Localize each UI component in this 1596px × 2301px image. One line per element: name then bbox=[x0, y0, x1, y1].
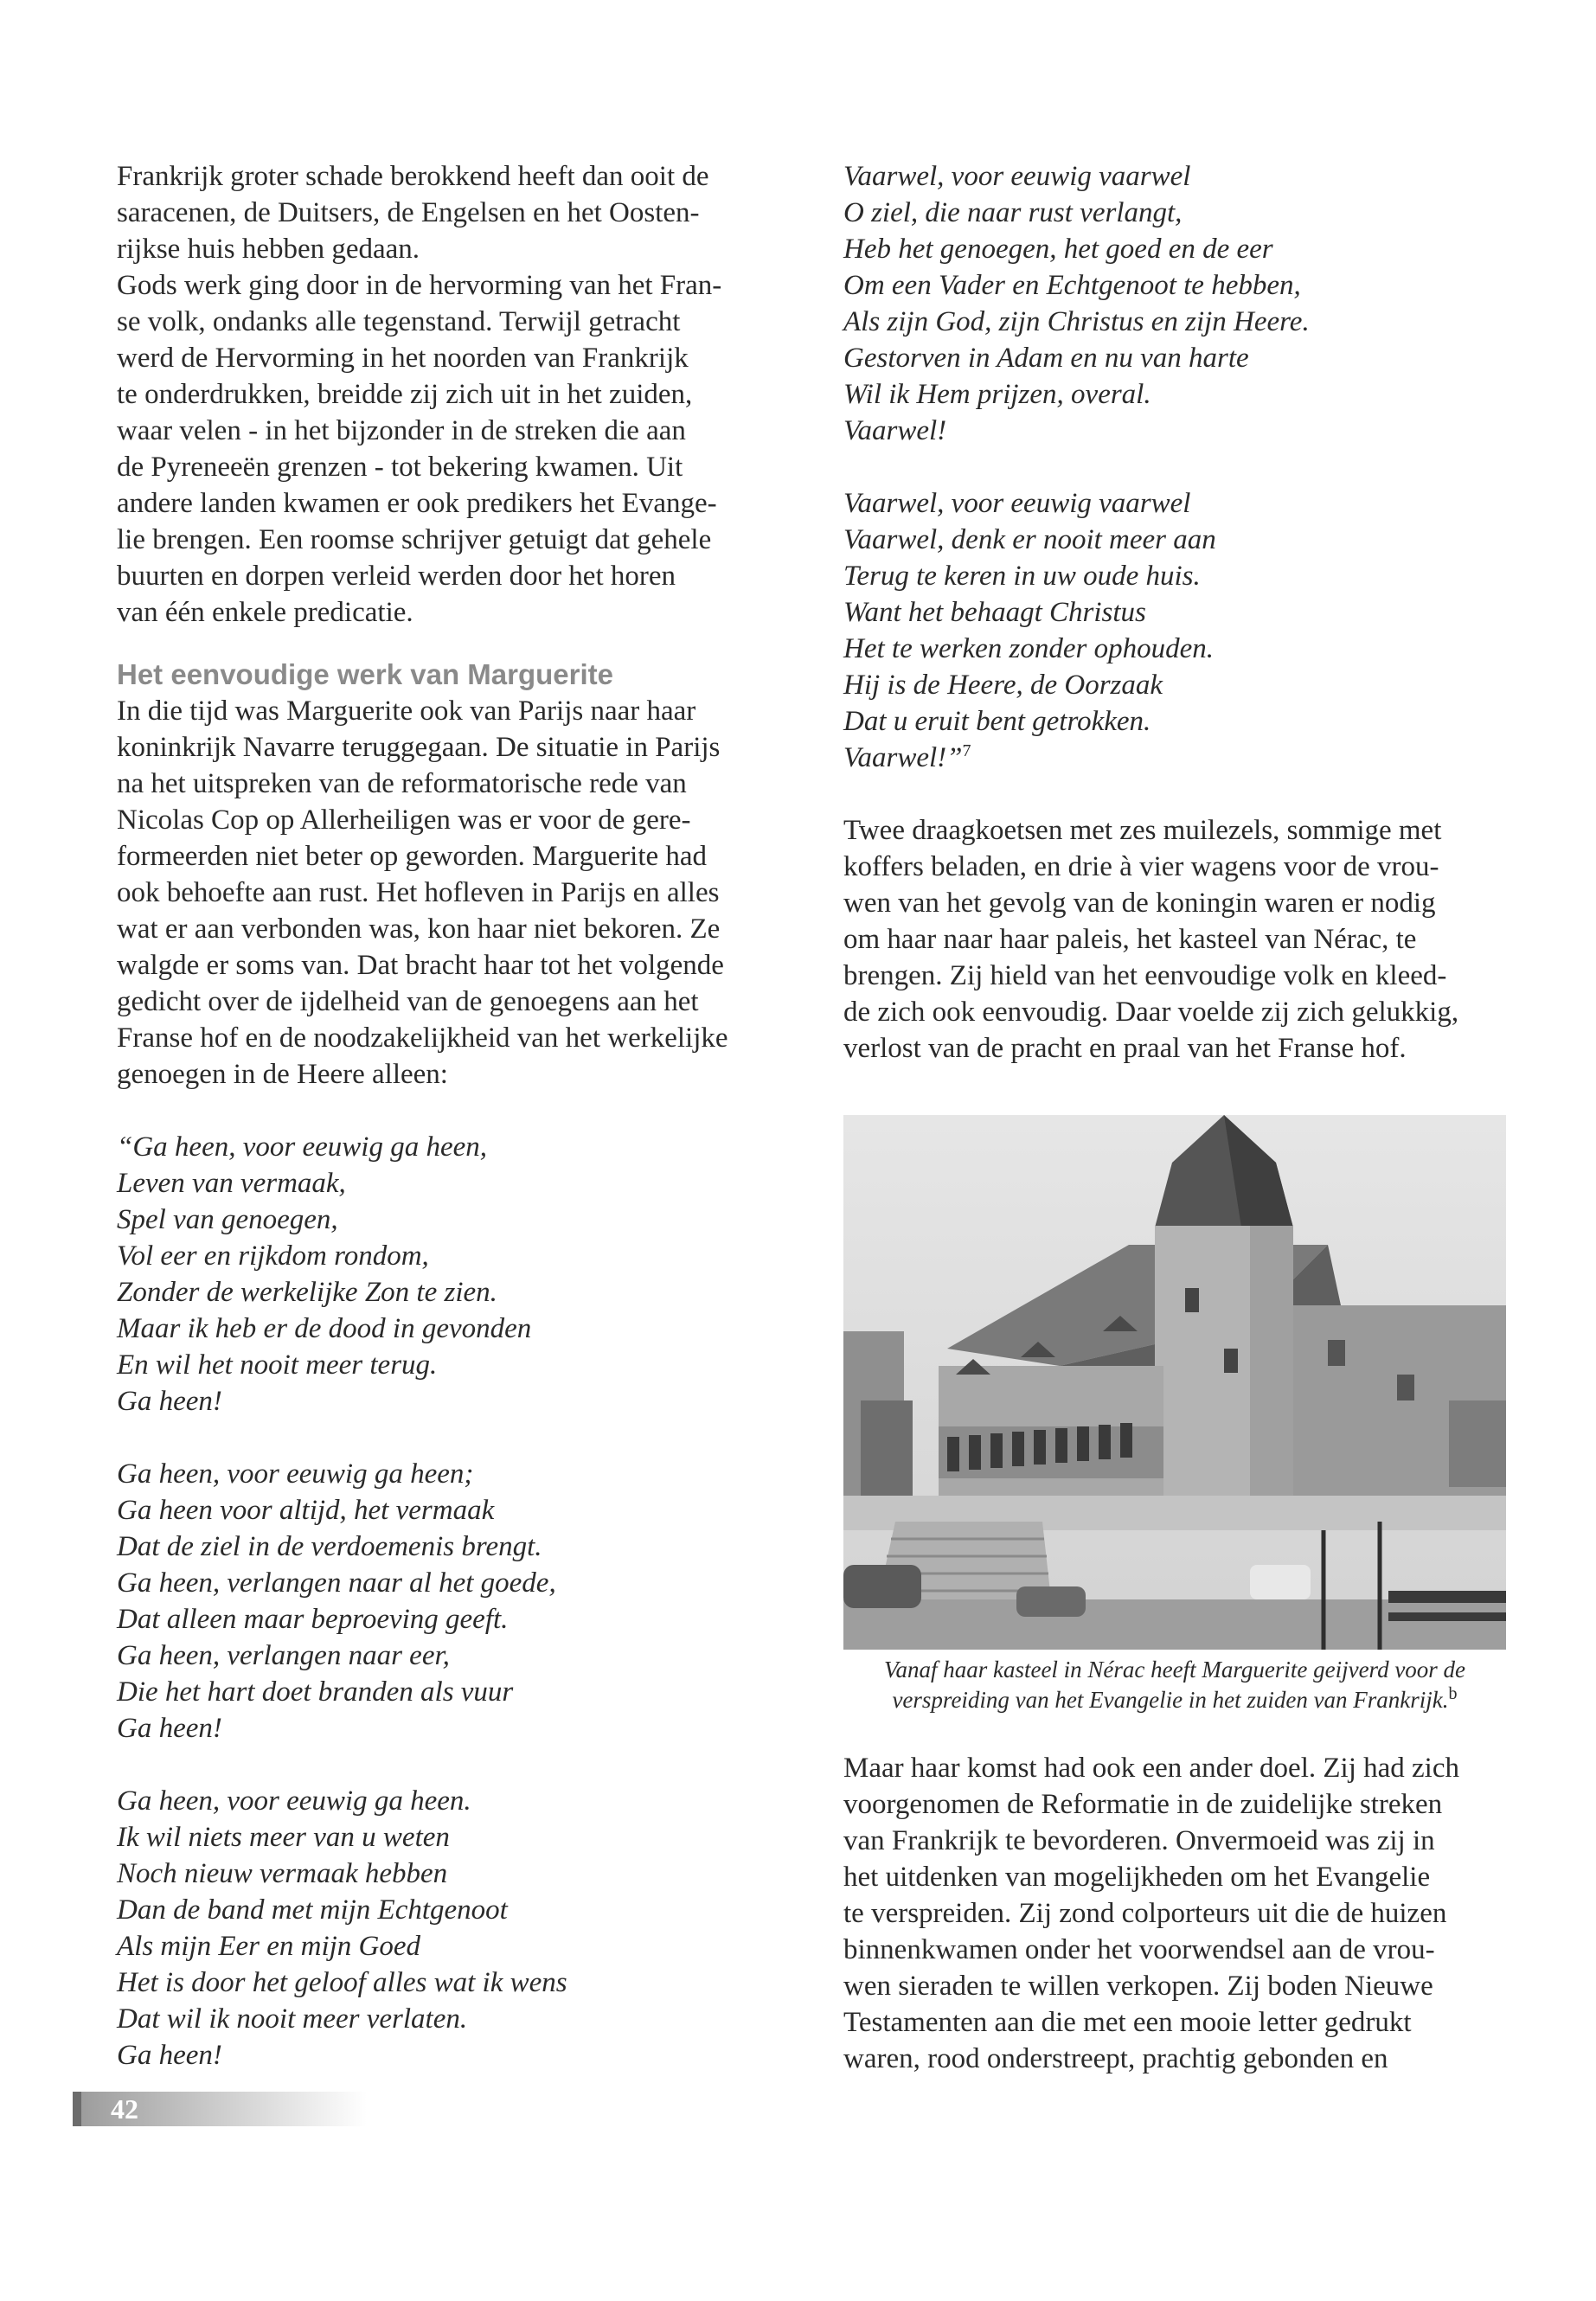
text-line: saracenen, de Duitsers, de Engelsen en het Oosten- bbox=[117, 197, 700, 228]
poem-line: Ik wil niets meer van u weten bbox=[117, 1822, 450, 1853]
paragraph-komst bbox=[843, 1750, 1506, 2077]
poem-line: Die het hart doet branden als vuur bbox=[117, 1676, 514, 1708]
poem-line: Als mijn Eer en mijn Goed bbox=[117, 1931, 421, 1962]
intro-paragraph bbox=[117, 158, 789, 267]
poem-line: Het te werken zonder ophouden. bbox=[843, 633, 1214, 664]
text-line: rijkse huis hebben gedaan. bbox=[117, 234, 420, 265]
text-line: lie brengen. Een roomse schrijver getuigt dat gehele bbox=[117, 524, 712, 555]
poem-line: Vaarwel, denk er nooit meer aan bbox=[843, 524, 1216, 555]
poem-line: Vaarwel, voor eeuwig vaarwel bbox=[843, 488, 1191, 519]
text-line: wen van het gevolg van de koningin waren er nodig bbox=[843, 888, 1436, 919]
poem-line: Noch nieuw vermaak hebben bbox=[117, 1858, 448, 1889]
section-heading: Het eenvoudige werk van Marguerite bbox=[117, 658, 614, 690]
text-line: Maar haar komst had ook een ander doel. Zij had zich bbox=[843, 1753, 1459, 1784]
poem-stanza-2 bbox=[117, 1456, 789, 1747]
poem-line: Dan de band met mijn Echtgenoot bbox=[117, 1894, 508, 1926]
text-line: de Pyreneeën grenzen - tot bekering kwamen. Uit bbox=[117, 452, 683, 483]
text-line: Franse hof en de noodzakelijkheid van het werkelijke bbox=[117, 1022, 728, 1054]
left-column bbox=[117, 158, 789, 2073]
poem-line: Leven van vermaak, bbox=[117, 1168, 346, 1199]
paragraph-hervorming bbox=[117, 267, 789, 631]
right-column-lower bbox=[843, 1750, 1506, 2077]
poem-line: Vaarwel, voor eeuwig vaarwel bbox=[843, 161, 1191, 192]
caption-line: Vanaf haar kasteel in Nérac heeft Marguerite geijverd voor de bbox=[883, 1657, 1466, 1682]
poem-line: Hij is de Heere, de Oorzaak bbox=[843, 670, 1163, 701]
poem-line: Heb het genoegen, het goed en de eer bbox=[843, 234, 1273, 265]
poem-stanza-5 bbox=[843, 485, 1506, 776]
poem-line: En wil het nooit meer terug. bbox=[117, 1349, 438, 1381]
text-line: Frankrijk groter schade berokkend heeft dan ooit de bbox=[117, 161, 709, 192]
poem-line: Dat wil ik nooit meer verlaten. bbox=[117, 2003, 468, 2035]
text-line: wat er aan verbonden was, kon haar niet bekoren. Ze bbox=[117, 913, 721, 945]
text-line: Gods werk ging door in de hervorming van het Fran- bbox=[117, 270, 722, 301]
poem-line: “Ga heen, voor eeuwig ga heen, bbox=[117, 1131, 487, 1163]
footer-notch bbox=[73, 2092, 81, 2126]
text-line: de zich ook eenvoudig. Daar voelde zij zich gelukkig, bbox=[843, 997, 1459, 1028]
poem-line: Ga heen! bbox=[117, 1713, 222, 1744]
poem-stanza-3 bbox=[117, 1783, 789, 2073]
castle-photo bbox=[843, 1115, 1506, 1650]
text-line: ook behoefte aan rust. Het hofleven in Parijs en alles bbox=[117, 877, 720, 908]
castle-nerac-illustration bbox=[843, 1115, 1506, 1650]
text-line: Twee draagkoetsen met zes muilezels, sommige met bbox=[843, 815, 1442, 846]
caption-text: verspreiding van het Evangelie in het zuiden van Frankrijk. bbox=[892, 1687, 1449, 1713]
poem-line: Want het behaagt Christus bbox=[843, 597, 1146, 628]
photo-caption bbox=[843, 1655, 1506, 1715]
text-line: Testamenten aan die met een mooie letter gedrukt bbox=[843, 2007, 1412, 2038]
poem-line: Ga heen voor altijd, het vermaak bbox=[117, 1495, 495, 1526]
poem-line: Vaarwel! bbox=[843, 415, 947, 446]
text-line: wen sieraden te willen verkopen. Zij boden Nieuwe bbox=[843, 1971, 1433, 2002]
poem-line: Gestorven in Adam en nu van harte bbox=[843, 343, 1249, 374]
poem-line: Ga heen, verlangen naar eer, bbox=[117, 1640, 450, 1671]
poem-line: Terug te keren in uw oude huis. bbox=[843, 561, 1201, 592]
paragraph-draagkoetsen bbox=[843, 812, 1506, 1067]
text-line: koffers beladen, en drie à vier wagens voor de vrou- bbox=[843, 851, 1439, 882]
poem-line: Ga heen! bbox=[117, 2040, 222, 2071]
poem-line: Ga heen! bbox=[117, 1386, 222, 1417]
poem-line: Zonder de werkelijke Zon te zien. bbox=[117, 1277, 497, 1308]
text-line: te verspreiden. Zij zond colporteurs uit die de huizen bbox=[843, 1898, 1447, 1929]
text-line: koninkrijk Navarre teruggegaan. De situatie in Parijs bbox=[117, 732, 721, 763]
text-line: brengen. Zij hield van het eenvoudige volk en kleed- bbox=[843, 960, 1447, 991]
text-line: voorgenomen de Reformatie in de zuidelijke streken bbox=[843, 1789, 1443, 1820]
poem-last-line: Vaarwel!” bbox=[843, 742, 963, 773]
text-line: van Frankrijk te bevorderen. Onvermoeid was zij in bbox=[843, 1825, 1435, 1856]
text-line: gedicht over de ijdelheid van de genoegens aan het bbox=[117, 986, 699, 1017]
page-number: 42 bbox=[111, 2093, 138, 2125]
caption-line-2 bbox=[843, 1685, 1506, 1715]
poem-line: Om een Vader en Echtgenoot te hebben, bbox=[843, 270, 1301, 301]
poem-line: Vol eer en rijkdom rondom, bbox=[117, 1240, 429, 1272]
poem-line: Maar ik heb er de dood in gevonden bbox=[117, 1313, 532, 1344]
poem-line: Het is door het geloof alles wat ik wens bbox=[117, 1967, 567, 1998]
text-line: van één enkele predicatie. bbox=[117, 597, 413, 628]
text-line: om haar naar haar paleis, het kasteel van Nérac, te bbox=[843, 924, 1417, 955]
text-line: se volk, ondanks alle tegenstand. Terwijl getracht bbox=[117, 306, 681, 337]
poem-line: Ga heen, verlangen naar al het goede, bbox=[117, 1567, 556, 1599]
poem-line: Ga heen, voor eeuwig ga heen; bbox=[117, 1458, 474, 1490]
text-line: verlost van de pracht en praal van het Franse hof. bbox=[843, 1033, 1407, 1064]
text-line: walgde er soms van. Dat bracht haar tot het volgende bbox=[117, 950, 724, 981]
poem-line: Dat alleen maar beproeving geeft. bbox=[117, 1604, 509, 1635]
footnote-ref[interactable]: 7 bbox=[962, 741, 971, 760]
paragraph-marguerite bbox=[117, 693, 789, 1093]
text-line: waren, rood onderstreept, prachtig gebonden en bbox=[843, 2043, 1388, 2074]
right-column bbox=[843, 158, 1506, 1067]
text-line: na het uitspreken van de reformatorische rede van bbox=[117, 768, 687, 799]
text-line: genoegen in de Heere alleen: bbox=[117, 1059, 448, 1090]
caption-footnote-ref[interactable]: b bbox=[1448, 1684, 1458, 1703]
text-line: het uitdenken van mogelijkheden om het Evangelie bbox=[843, 1862, 1431, 1893]
text-line: waar velen - in het bijzonder in de streken die aan bbox=[117, 415, 686, 446]
text-line: werd de Hervorming in het noorden van Frankrijk bbox=[117, 343, 689, 374]
poem-line: Ga heen, voor eeuwig ga heen. bbox=[117, 1785, 471, 1817]
poem-stanza-1 bbox=[117, 1129, 789, 1420]
poem-line: Dat u eruit bent getrokken. bbox=[843, 706, 1151, 737]
poem-line: Wil ik Hem prijzen, overal. bbox=[843, 379, 1151, 410]
text-line: Nicolas Cop op Allerheiligen was er voor de gere- bbox=[117, 804, 691, 836]
poem-line bbox=[843, 740, 1506, 776]
text-line: buurten en dorpen verleid werden door het horen bbox=[117, 561, 676, 592]
poem-line: Dat de ziel in de verdoemenis brengt. bbox=[117, 1531, 542, 1562]
poem-line: Als zijn God, zijn Christus en zijn Heere. bbox=[843, 306, 1310, 337]
text-line: formeerden niet beter op geworden. Marguerite had bbox=[117, 841, 708, 872]
poem-stanza-4 bbox=[843, 158, 1506, 449]
text-line: te onderdrukken, breidde zij zich uit in het zuiden, bbox=[117, 379, 693, 410]
poem-line: O ziel, die naar rust verlangt, bbox=[843, 197, 1183, 228]
text-line: In die tijd was Marguerite ook van Parijs naar haar bbox=[117, 695, 696, 727]
text-line: binnenkwamen onder het voorwendsel aan de vrou- bbox=[843, 1934, 1435, 1965]
poem-line: Spel van genoegen, bbox=[117, 1204, 338, 1235]
text-line: andere landen kwamen er ook predikers het Evange- bbox=[117, 488, 717, 519]
